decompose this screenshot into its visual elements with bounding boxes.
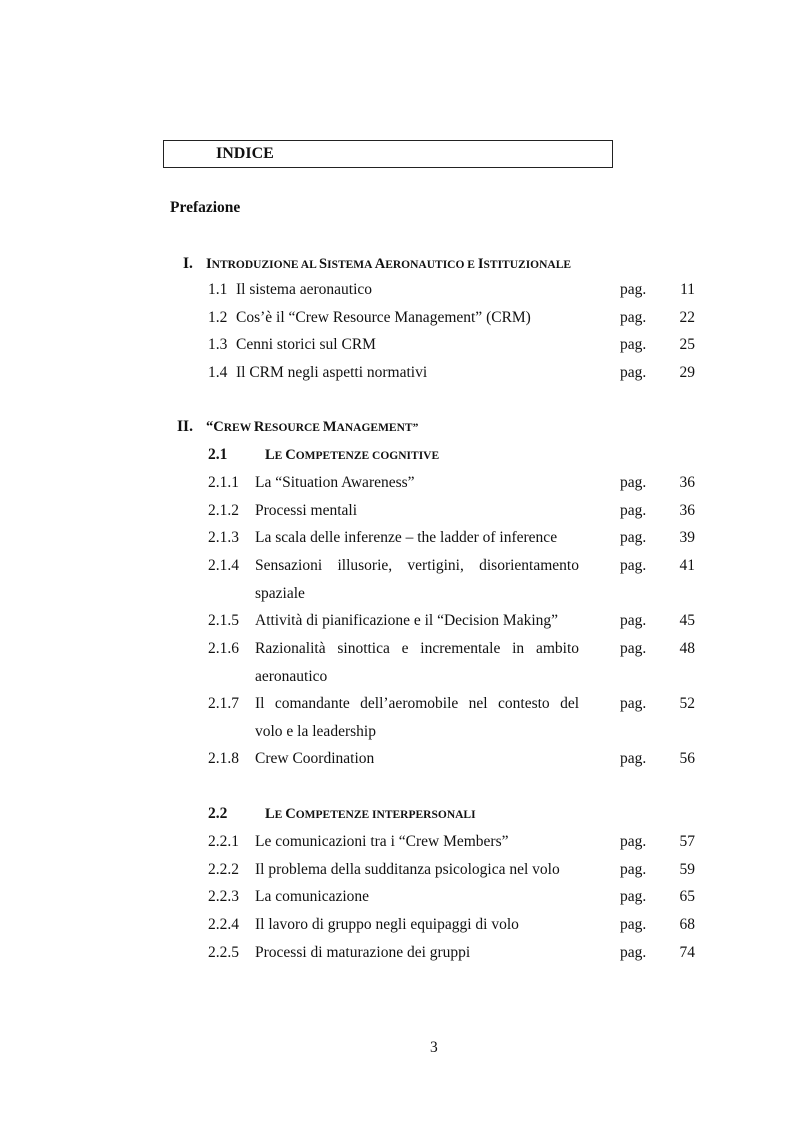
toc-entry-title-line: La scala delle inferenze – the ladder of inference: [255, 529, 558, 546]
toc-page-number: 52: [679, 695, 695, 712]
toc-page-number: 74: [679, 944, 695, 961]
toc-entry-number: 2.1.2: [208, 502, 239, 519]
toc-entry-title-line: Razionalità sinottica e incrementale in ambito: [255, 640, 579, 657]
toc-entry-title-line: volo e la leadership: [255, 722, 376, 740]
toc-entry-number: 2.2.5: [208, 944, 239, 961]
index-title-box: [163, 140, 613, 168]
section-2-2-number: 2.2: [208, 805, 228, 822]
toc-pag-label: pag.: [620, 944, 647, 961]
toc-pag-label: pag.: [620, 529, 647, 546]
chapter1-roman: I.: [183, 255, 193, 272]
toc-pag-label: pag.: [620, 336, 647, 353]
section-2-1-title: LE COMPETENZE COGNITIVE: [265, 447, 440, 463]
toc-page-number: 65: [679, 888, 695, 905]
toc-entry-number: 2.1.1: [208, 474, 239, 491]
toc-entry-title-line: Processi mentali: [255, 502, 358, 519]
chapter2-roman: II.: [177, 418, 193, 435]
toc-entry-number: 1.1: [208, 281, 228, 298]
toc-entry-title-line: Crew Coordination: [255, 750, 375, 767]
toc-entry-number: 2.1.4: [208, 557, 239, 574]
toc-pag-label: pag.: [620, 916, 647, 933]
chapter1-title: INTRODUZIONE AL SISTEMA AERONAUTICO E ISTITUZIONALE: [206, 256, 572, 272]
toc-page-number: 57: [679, 833, 695, 850]
toc-page-number: 56: [679, 750, 695, 767]
toc-entry-number: 2.1.7: [208, 695, 239, 712]
toc-entry-title-line: Il comandante dell’aeromobile nel contesto del: [255, 695, 579, 712]
toc-page-number: 59: [679, 861, 695, 878]
toc-page-number: 36: [679, 502, 695, 519]
toc-entry-number: 2.2.2: [208, 861, 239, 878]
toc-page-number: 11: [680, 281, 695, 298]
toc-entry-number: 2.1.5: [208, 612, 239, 629]
toc-entry-title-line: Il problema della sudditanza psicologica nel volo: [255, 861, 560, 878]
toc-pag-label: pag.: [620, 502, 647, 519]
toc-entry-number: 2.2.1: [208, 833, 239, 850]
toc-entry-title-line: La comunicazione: [255, 888, 370, 905]
toc-entry-title-line: Le comunicazioni tra i “Crew Members”: [255, 833, 509, 850]
toc-page-number: 68: [679, 916, 695, 933]
toc-entry-title-line: spaziale: [255, 584, 305, 602]
toc-entry-title: Cenni storici sul CRM: [236, 336, 376, 353]
toc-entry-number: 2.1.3: [208, 529, 239, 546]
toc-page-number: 22: [679, 309, 695, 326]
section-2-1-number: 2.1: [208, 446, 228, 463]
toc-page-number: 39: [679, 529, 695, 546]
toc-entry-number: 2.1.8: [208, 750, 239, 767]
toc-pag-label: pag.: [620, 364, 647, 381]
toc-entry-title-line: Attività di pianificazione e il “Decision Making”: [255, 612, 559, 629]
section-2-2-title: LE COMPETENZE INTERPERSONALI: [265, 806, 476, 822]
toc-page-number: 41: [679, 557, 695, 574]
toc-entry-number: 2.2.3: [208, 888, 239, 905]
toc-entry-title-line: Il lavoro di gruppo negli equipaggi di volo: [255, 916, 519, 933]
toc-pag-label: pag.: [620, 833, 647, 850]
toc-entry-title: Il sistema aeronautico: [236, 281, 373, 298]
toc-entry-title: Cos’è il “Crew Resource Management” (CRM): [236, 309, 531, 326]
toc-page-number: 48: [679, 640, 695, 657]
toc-entry-title-line: Sensazioni illusorie, vertigini, disorientamento: [255, 557, 579, 574]
toc-entry-number: 1.3: [208, 336, 228, 353]
toc-pag-label: pag.: [620, 309, 647, 326]
toc-page-number: 25: [679, 336, 695, 353]
toc-pag-label: pag.: [620, 888, 647, 905]
toc-entry-number: 1.2: [208, 309, 228, 326]
toc-pag-label: pag.: [620, 640, 647, 657]
chapter2-title: “CREW RESOURCE MANAGEMENT”: [206, 419, 419, 435]
index-title: INDICE: [216, 145, 274, 162]
toc-entry-title-line: La “Situation Awareness”: [255, 474, 415, 491]
toc-pag-label: pag.: [620, 695, 647, 712]
toc-pag-label: pag.: [620, 861, 647, 878]
toc-pag-label: pag.: [620, 612, 647, 629]
preface-heading: Prefazione: [170, 199, 241, 216]
toc-pag-label: pag.: [620, 281, 647, 298]
toc-entry-number: 2.1.6: [208, 640, 239, 657]
page-number: 3: [430, 1039, 438, 1056]
toc-entry-title: Il CRM negli aspetti normativi: [236, 364, 428, 381]
toc-page-number: 45: [679, 612, 695, 629]
toc-entry-title-line: Processi di maturazione dei gruppi: [255, 944, 471, 961]
toc-pag-label: pag.: [620, 750, 647, 767]
toc-entry-number: 2.2.4: [208, 916, 239, 933]
toc-entry-number: 1.4: [208, 364, 228, 381]
toc-page-number: 36: [679, 474, 695, 491]
toc-pag-label: pag.: [620, 557, 647, 574]
toc-pag-label: pag.: [620, 474, 647, 491]
toc-page-number: 29: [679, 364, 695, 381]
toc-entry-title-line: aeronautico: [255, 667, 328, 685]
